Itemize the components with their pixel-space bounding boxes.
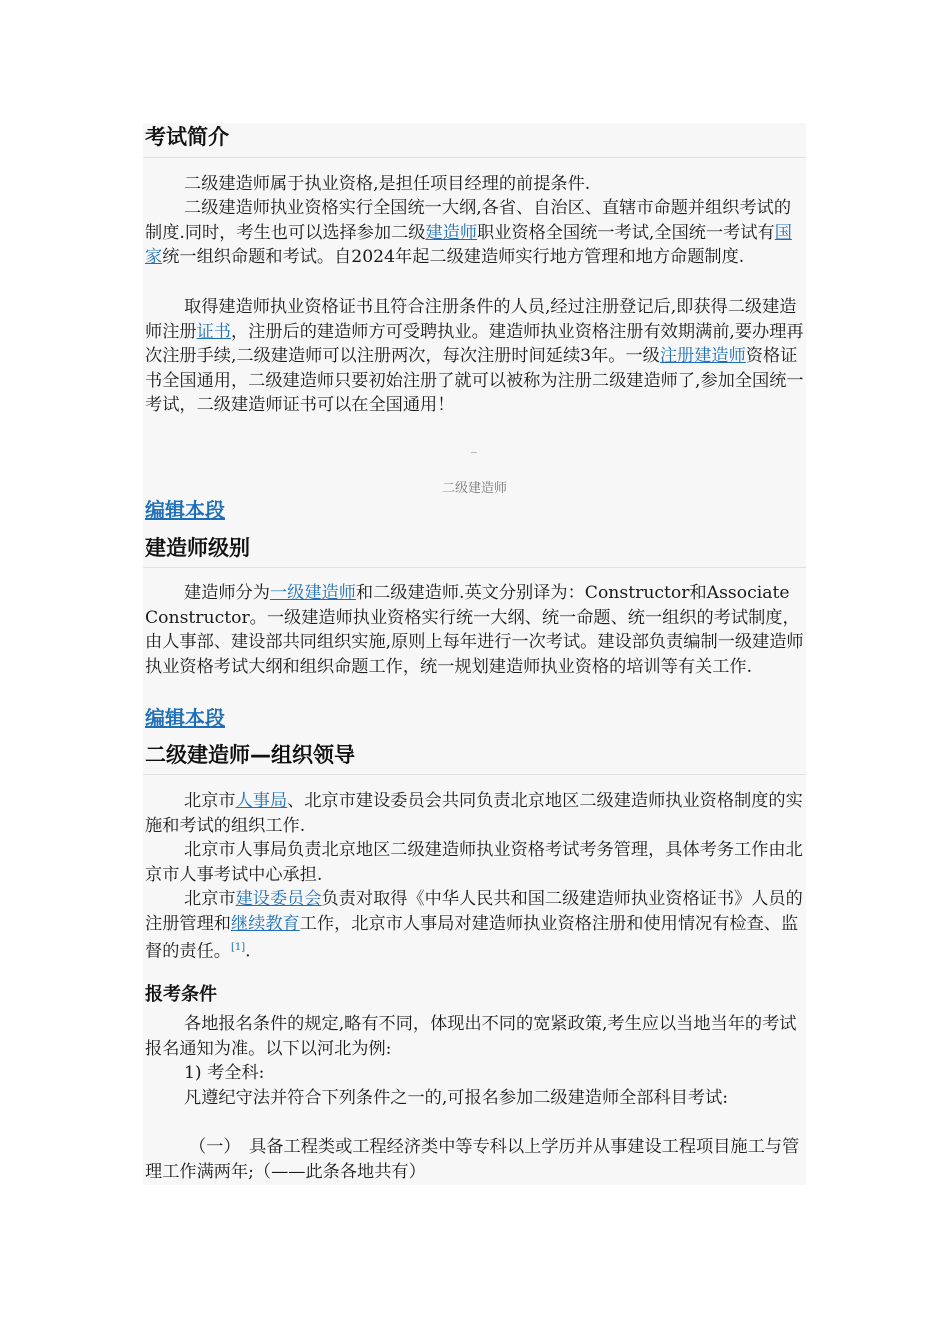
paragraph [145, 1061, 805, 1086]
link-certificate[interactable]: 证书 [196, 321, 231, 342]
heading-divider [143, 774, 806, 775]
reference-marker[interactable]: [1] [230, 942, 246, 954]
text: 1) 考全科: [184, 1063, 265, 1083]
section-heading-exam-intro: 考试简介 [145, 125, 229, 149]
paragraph [145, 1086, 820, 1111]
edit-section-link[interactable]: 编辑本段 [145, 706, 225, 730]
text: ，注册后的建造师方可受聘执业。建造师执业资格注册有效期满前,要办理再次注册手续,二级建造师可以注册两次，每次注册时间延续3年。一级 [145, 321, 804, 367]
link-personnel-bureau[interactable]: 人事局 [235, 791, 288, 811]
text: 统一组织命题和考试。自2024年起二级建造师实行地方管理和地方命题制度. [162, 247, 745, 268]
paragraph [145, 172, 805, 197]
heading-divider [143, 567, 806, 568]
link-state[interactable]: 国家 [145, 222, 792, 268]
link-continuing-education[interactable]: 继续教育 [230, 913, 300, 934]
text: 建造师分为 [184, 583, 270, 603]
link-registered-constructor[interactable]: 注册建造师 [659, 346, 746, 367]
section-heading-organization: 二级建造师—组织领导 [145, 743, 355, 767]
paragraph [145, 196, 805, 270]
link-first-class-constructor[interactable]: 一级建造师 [269, 583, 356, 603]
image-caption: 二级建造师 [441, 481, 507, 496]
text: （一） 具备工程类或工程经济类中等专科以上学历并从事建设工程项目施工与管理工作满两年;（——此条各地共有） [145, 1137, 800, 1182]
text: 北京市 [184, 889, 236, 909]
image-placeholder-mark [471, 452, 477, 453]
paragraph [145, 1135, 805, 1184]
paragraph [145, 838, 805, 887]
section-heading-eligibility: 报考条件 [145, 984, 217, 1005]
link-constructor[interactable]: 建造师 [425, 222, 478, 243]
paragraph [145, 887, 805, 965]
text: 取得建造师执业资格证书且符合注册条件的人员,经过注册登记后,即获得二级建造师注册 [145, 297, 797, 342]
text: . [245, 941, 251, 962]
text: 北京市人事局负责北京地区二级建造师执业资格考试考务管理，具体考务工作由北京市人事考试中心承担. [145, 840, 803, 885]
text: 负责对取得《中华人民共和国二级建造师执业资格证书》人员的注册管理和 [145, 889, 803, 934]
section-heading-constructor-levels: 建造师级别 [145, 536, 250, 560]
text: 各地报名条件的规定,略有不同，体现出不同的宽紧政策,考生应以当地当年的考试报名通知为准。以下以河北为例: [145, 1014, 797, 1059]
text: 凡遵纪守法并符合下列条件之一的,可报名参加二级建造师全部科目考试: [184, 1088, 729, 1108]
edit-section-link[interactable]: 编辑本段 [145, 498, 225, 522]
heading-divider [143, 157, 806, 158]
text: 和二级建造师.英文分别译为：Constructor和Associate Constructor。一级建造师执业资格实行统一大纲、统一命题、统一组织的考试制度，由人事部、建设部共同组织实施,原则上每年进行一次考试。建设部负责编制一级建造师执业资格考试大纲和组织命题工作，统一规划建造师执业资格的培训等有关工作. [145, 583, 804, 677]
paragraph [145, 1012, 805, 1061]
text: 资格证书全国通用，二级建造师只要初始注册了就可以被称为注册二级建造师了,参加全国统一考试，二级建造师证书可以在全国通用！ [145, 346, 804, 416]
paragraph [145, 295, 805, 418]
text: 、北京市建设委员会共同负责北京地区二级建造师执业资格制度的实施和考试的组织工作. [145, 791, 803, 836]
text: 职业资格全国统一考试,全国统一考试有 [477, 222, 775, 243]
paragraph [145, 789, 805, 838]
link-construction-committee[interactable]: 建设委员会 [235, 889, 322, 909]
text: 二级建造师执业资格实行全国统一大纲,各省、自治区、直辖市命题并组织考试的制度.同时，考生也可以选择参加二级 [145, 198, 792, 243]
paragraph [145, 581, 805, 679]
text: 工作，北京市人事局对建造师执业资格注册和使用情况有检查、监督的责任。 [145, 913, 799, 962]
text: 北京市 [184, 791, 236, 811]
text: 二级建造师属于执业资格,是担任项目经理的前提条件. [184, 174, 591, 194]
